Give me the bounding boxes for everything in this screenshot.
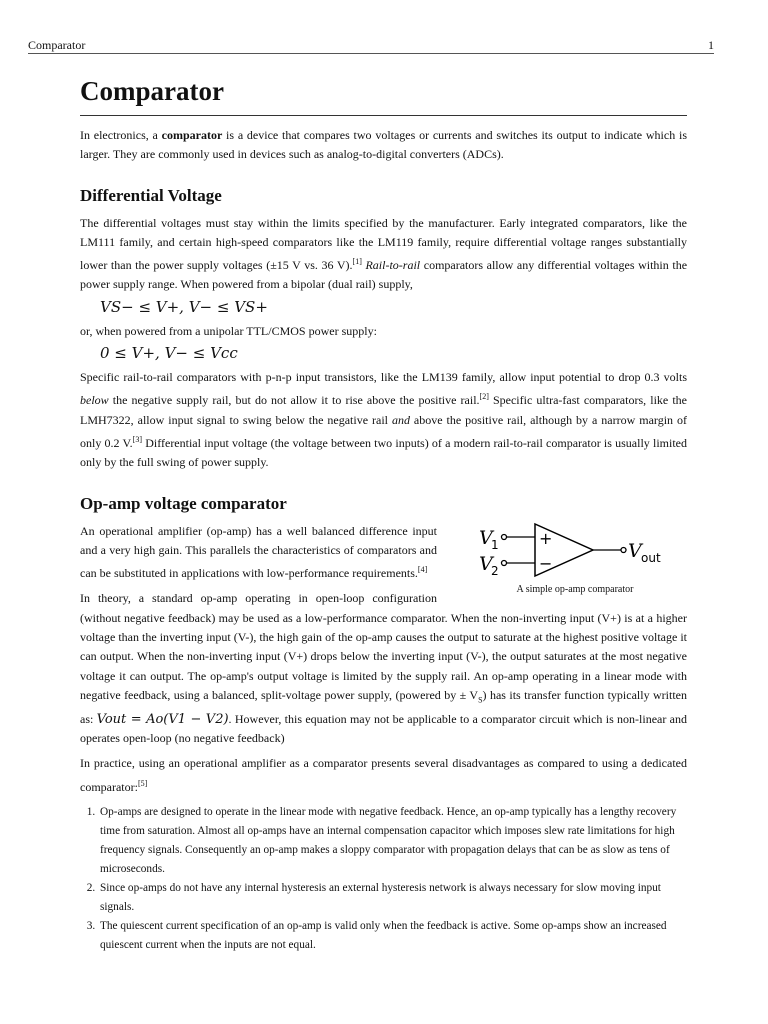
heading-differential-voltage: Differential Voltage [80, 185, 222, 205]
svg-text:+: + [539, 528, 553, 548]
page-title: Comparator [80, 76, 687, 116]
figure-caption: A simple op-amp comparator [516, 583, 634, 595]
opamp-paragraph-3: In practice, using an operational amplifier as a comparator presents several disadvantages as compared to using a dedicated comparator:[5] [80, 756, 687, 794]
svg-text:V: V [479, 526, 493, 549]
citation-link[interactable]: [5] [137, 778, 148, 788]
equation-unipolar-supply: 0 ≤ V+, V− ≤ Vcc [100, 344, 238, 363]
page-header [28, 38, 714, 54]
svg-text:2: 2 [491, 563, 499, 578]
input-terminal-1 [502, 534, 507, 539]
equation-transfer-function: Vout = Ao(V1 − V2) [96, 711, 229, 727]
disadvantages-list [80, 803, 687, 955]
heading-opamp-comparator: Op-amp voltage comparator [80, 493, 287, 513]
running-title: Comparator [28, 38, 86, 52]
list-item: 2. Since op-amps do not have any internal hysteresis an external hysteresis network is always necessary for slow moving input signals. [98, 879, 687, 917]
citation-link[interactable]: [4] [417, 565, 428, 575]
citation-link[interactable]: [2] [479, 392, 489, 402]
citation-link[interactable]: [1] [352, 257, 362, 267]
term-comparator: comparator [161, 128, 223, 142]
opamp-comparator-diagram [475, 522, 675, 584]
opamp-figure [453, 522, 697, 595]
svg-text:out: out [641, 550, 661, 565]
svg-text:1: 1 [491, 537, 499, 552]
input-terminal-2 [502, 560, 507, 565]
list-item: 3. The quiescent current specification of an op-amp is valid only when the feedback is active. Some op-amps show an increased quiescent current when the inputs are not equal. [98, 917, 687, 955]
article [80, 76, 687, 955]
opamp-paragraph-1: An operational amplifier (op-amp) has a well balanced difference input and a very high gain. This parallels the characteristics of comparators and can be substituted in applications with low-performance requirements.[4] [80, 523, 437, 581]
opamp-paragraph-2: In theory, a standard op-amp operating in open-loop configuration (without negative feedback) may be used as a low-performance comparator. When the non-inverting input (V+) is at a higher voltage than the inverting input (V-), the high gain of the op-amp causes the output to saturate at the highest positive voltage it can output. When the non-inverting input (V+) drops below the inverting input (V-), the output saturates at the most negative voltage it can output. The op-amp's output voltage is limited by the supply rail. An op-amp operating in a linear mode with negative feedback, using a balanced, split-voltage power supply, (powered by ± $V_S$) has its transfer function typically written as: Vout = Ao(V1 − V2). However, this equation may not be applicable to a comparator circuit which is non-linear and operates open-loop (no negative feedback) [80, 591, 688, 745]
citation-link[interactable]: [3] [132, 434, 142, 444]
list-item: 1. Op-amps are designed to operate in the linear mode with negative feedback. Hence, an op-amp typically has a lengthy recovery time from saturation. Almost all op-amps have an internal compensation capacitor which imposes slew rate limitations for high frequency signals. Consequently an op-amp makes a sloppy comparator with propagation delays that can be as slow as tens of microseconds. [98, 803, 687, 879]
output-terminal [621, 547, 626, 552]
svg-text:V: V [479, 552, 493, 575]
differential-paragraph-1: The differential voltages must stay within the limits specified by the manufacturer. Early integrated comparators, like the LM111 family, and certain high-speed comparators like the LM119 family, require differential voltage ranges substantially lower than the power supply voltages (±15 V vs. 36 V).[1] Rail-to-rail comparators allow any differential voltages within the power supply range. When powered from a bipolar (dual rail) supply, [80, 215, 688, 292]
intro-paragraph: In electronics, a comparator is a device that compares two voltages or currents and switches its output to indicate which is larger. They are commonly used in devices such as analog-to-digital converters (ADCs). [80, 128, 687, 162]
page-number: 1 [708, 38, 714, 52]
svg-text:V: V [628, 539, 642, 562]
differential-paragraph-2: or, when powered from a unipolar TTL/CMOS power supply: [80, 323, 377, 338]
differential-paragraph-3: Specific rail-to-rail comparators with p-n-p input transistors, like the LM139 family, allow input potential to drop 0.3 volts below the negative supply rail, but do not allow it to rise above the positive rail.[2] Specific ultra-fast comparators, like the LMH7322, allow input signal to swing below the negative rail and above the positive rail, although by a narrow margin of only 0.2 V.[3] Differential input voltage (the voltage between two inputs) of a modern rail-to-rail comparator is usually limited only by the full swing of power supply. [80, 370, 688, 470]
equation-bipolar-supply: VS− ≤ V+, V− ≤ VS+ [100, 297, 268, 316]
svg-text:−: − [539, 553, 553, 573]
